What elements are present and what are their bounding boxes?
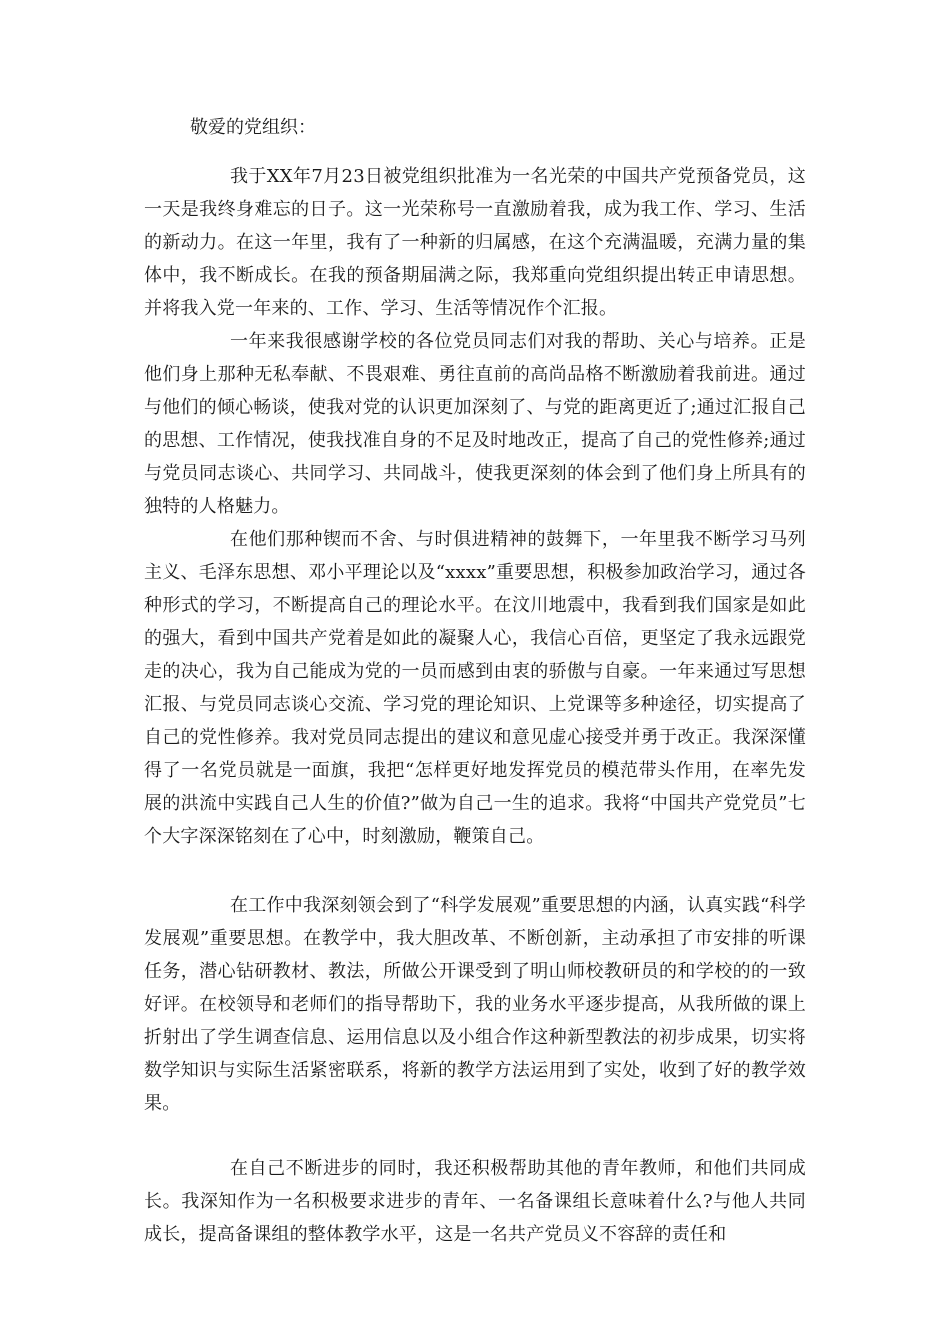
salutation: 敬爱的党组织： [190, 117, 316, 138]
paragraph-4: 在工作中我深刻领会到了“科学发展观”重要思想的内涵，认真实践“科学发展观”重要思想。在教学中，我大胆改革、不断创新，主动承担了市安排的听课任务，潜心钻研教材、教法，所做公开课受到了明山师校教研员的和学校的的一致好评。在校领导和老师们的指导帮助下，我的业务水平逐步提高，从我所做的课上折射出了学生调查信息、运用信息以及小组合作这种新型教法的初步成果，切实将数学知识与实际生活紧密联系，将新的教学方法运用到了实处，收到了好的教学效果。 [144, 895, 806, 1114]
paragraph-2: 一年来我很感谢学校的各位党员同志们对我的帮助、关心与培养。正是他们身上那种无私奉献、不畏艰难、勇往直前的高尚品格不断激励着我前进。通过与他们的倾心畅谈，使我对党的认识更加深刻了、与党的距离更近了;通过汇报自己的思想、工作情况，使我找准自身的不足及时地改正，提高了自己的党性修养;通过与党员同志谈心、共同学习、共同战斗，使我更深刻的体会到了他们身上所具有的独特的人格魅力。 [144, 331, 806, 517]
paragraph-3: 在他们那种锲而不舍、与时俱进精神的鼓舞下，一年里我不断学习马列主义、毛泽东思想、邓小平理论以及“xxxx”重要思想，积极参加政治学习，通过各种形式的学习，不断提高自己的理论水平。在汶川地震中，我看到我们国家是如此的强大，看到中国共产党着是如此的凝聚人心，我信心百倍，更坚定了我永远跟党走的决心，我为自己能成为党的一员而感到由衷的骄傲与自豪。一年来通过写思想汇报、与党员同志谈心交流、学习党的理论知识、上党课等多种途径，切实提高了自己的党性修养。我对党员同志提出的建议和意见虚心接受并勇于改正。我深深懂得了一名党员就是一面旗，我把“怎样更好地发挥党员的模范带头作用，在率先发展的洪流中实践自己人生的价值?”做为自己一生的追求。我将“中国共产党党员”七个大字深深铭刻在了心中，时刻激励，鞭策自己。 [144, 529, 806, 847]
paragraph-5: 在自己不断进步的同时，我还积极帮助其他的青年教师，和他们共同成长。我深知作为一名积极要求进步的青年、一名备课组长意味着什么?与他人共同成长，提高备课组的整体教学水平，这是一名共产党员义不容辞的责任和 [144, 1158, 806, 1245]
paragraph-1: 我于XX年7月23日被党组织批准为一名光荣的中国共产党预备党员，这一天是我终身难忘的日子。这一光荣称号一直激励着我，成为我工作、学习、生活的新动力。在这一年里，我有了一种新的归属感，在这个充满温暖，充满力量的集体中，我不断成长。在我的预备期届满之际，我郑重向党组织提出转正申请思想。并将我入党一年来的、工作、学习、生活等情况作个汇报。 [144, 166, 806, 319]
